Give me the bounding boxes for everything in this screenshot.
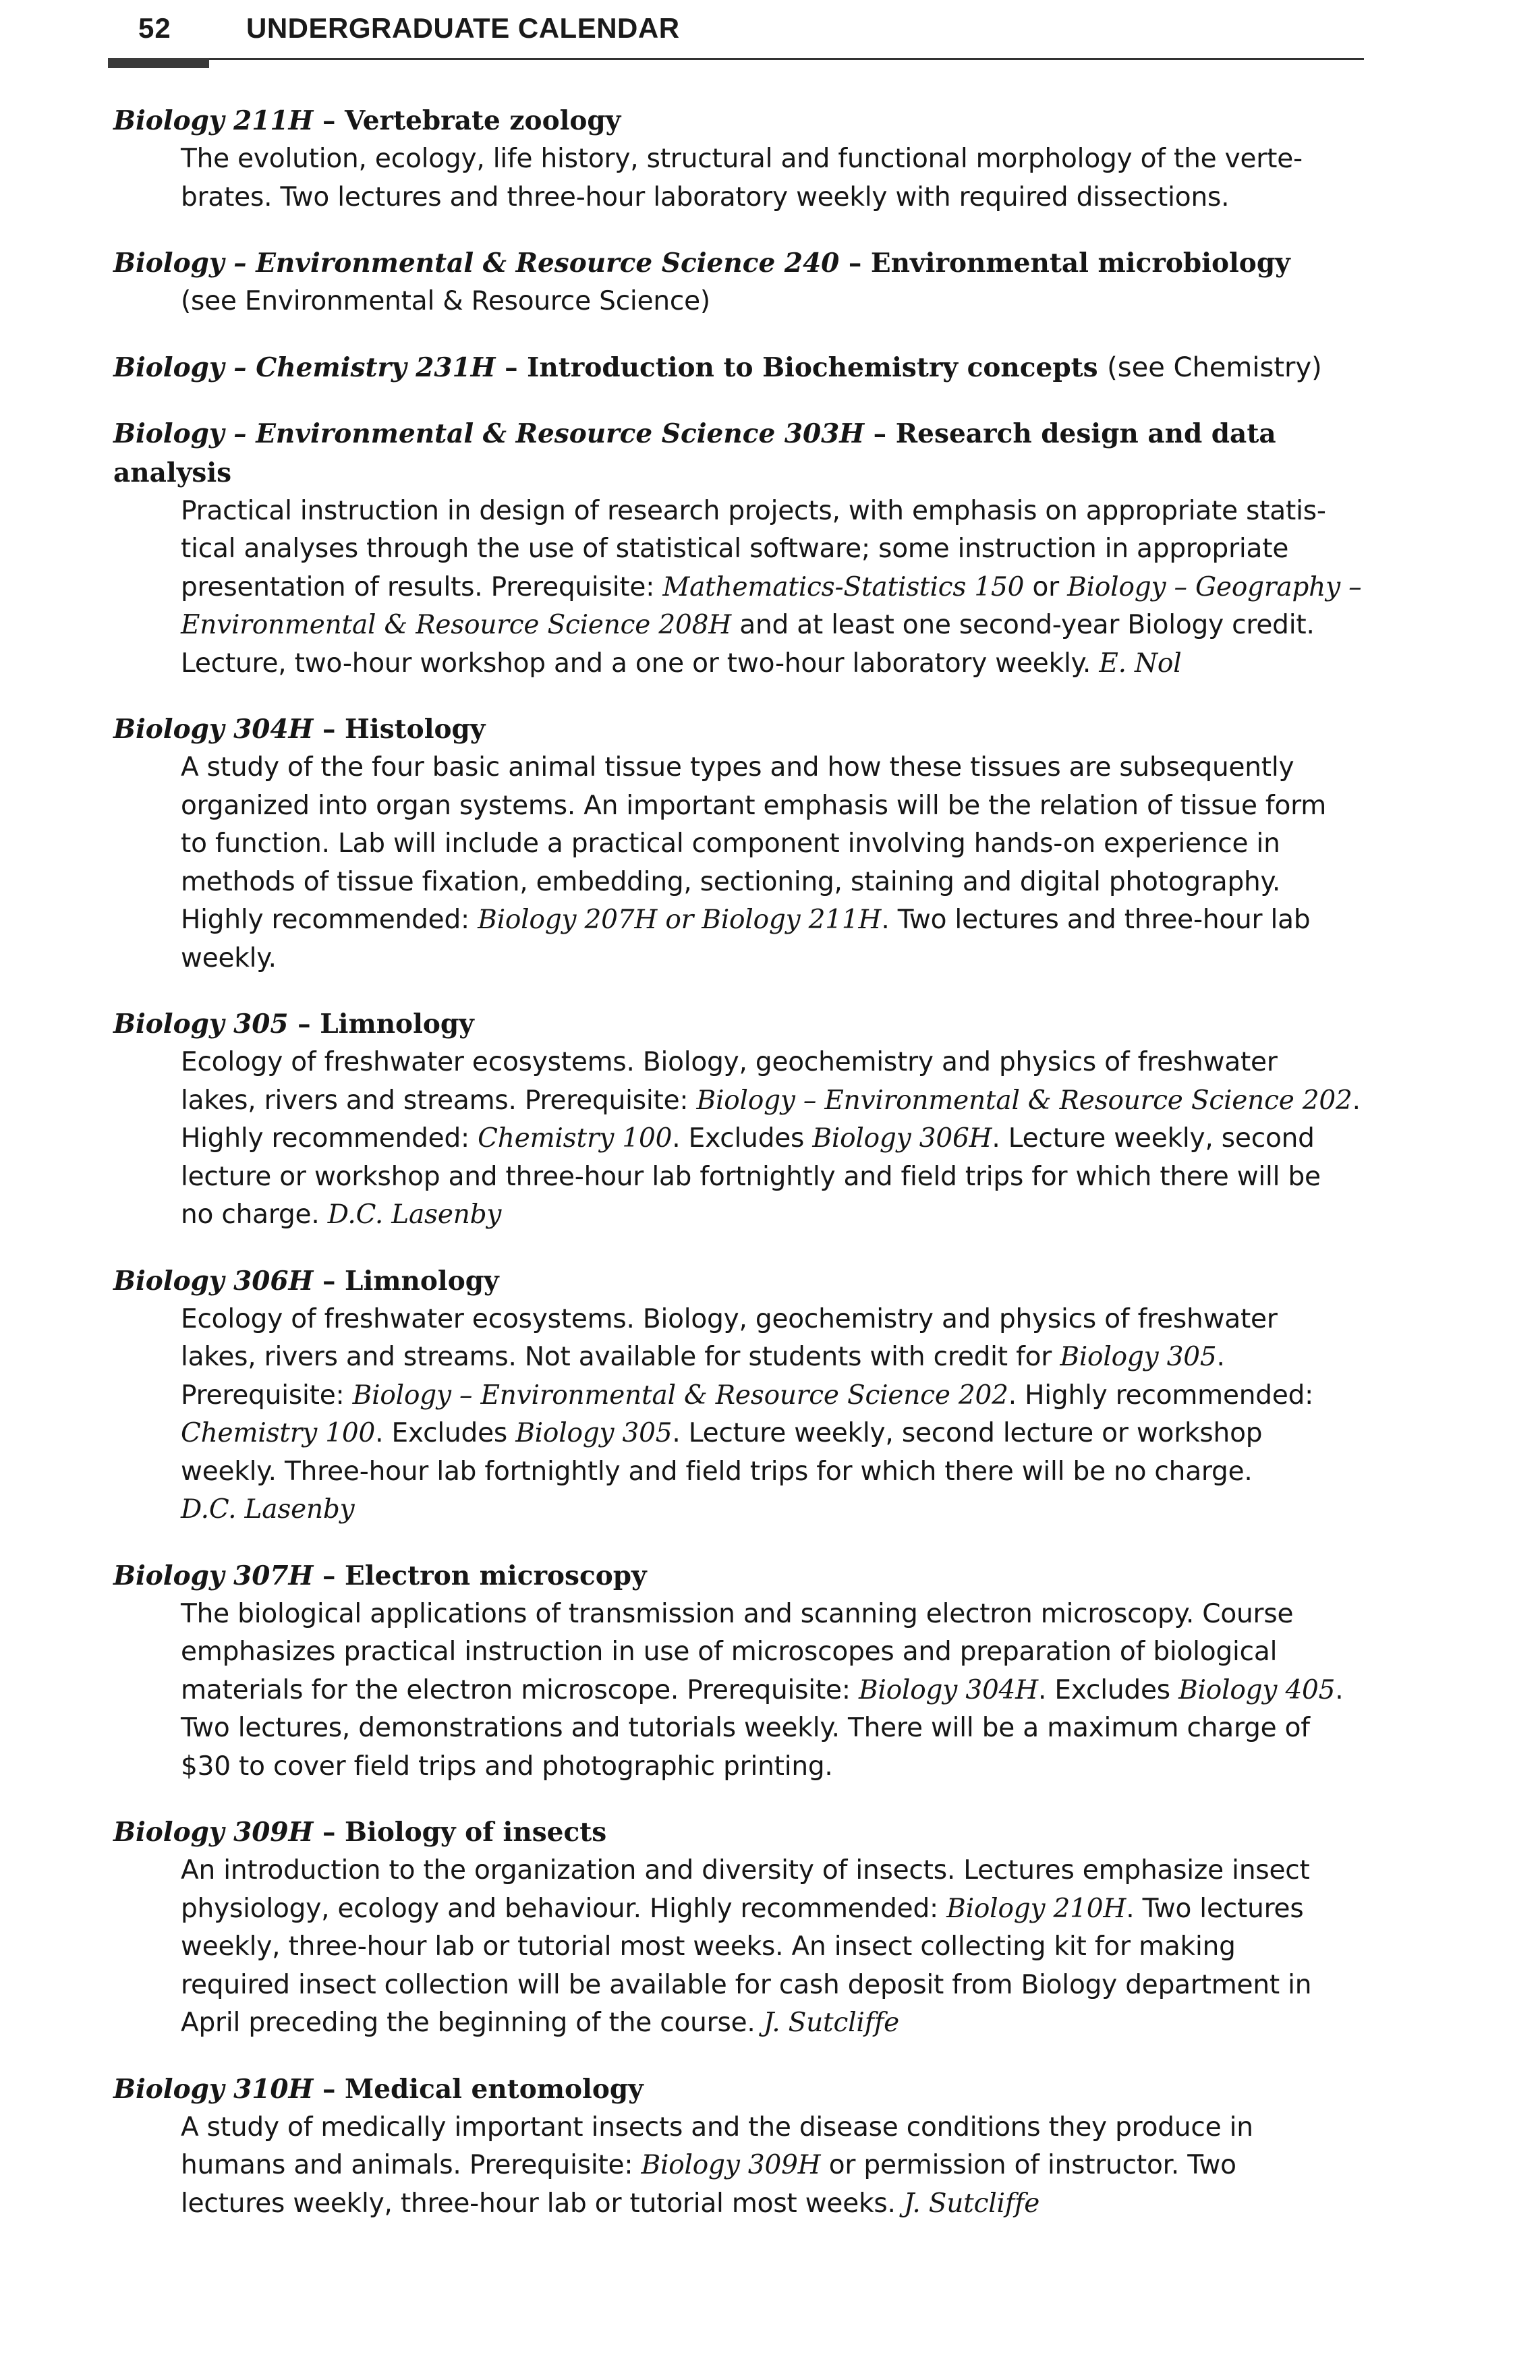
text-run: . Lecture weekly, second lecture or workshop — [672, 1418, 1263, 1448]
italic-reference: Biology 207H or Biology 211H — [478, 905, 882, 935]
course-heading: Biology 309H – Biology of insects — [113, 1817, 607, 1848]
description-line — [181, 606, 1361, 645]
text-run: A study of medically important insects and the disease conditions they produce in — [181, 2112, 1253, 2143]
course-list — [113, 101, 1361, 2250]
description-line — [181, 1928, 1361, 1966]
description-line — [181, 2147, 1361, 2185]
course-code: Biology 305 — [113, 1009, 289, 1040]
course-entry — [113, 710, 1361, 978]
description-line — [181, 1120, 1361, 1158]
description-line — [181, 749, 1361, 787]
cross-reference: (see Chemistry) — [1107, 351, 1322, 383]
text-run: weekly. — [181, 942, 277, 973]
italic-reference: Environmental & Resource Science 208H — [181, 610, 732, 640]
text-run: lakes, rivers and streams. Prerequisite: — [181, 1085, 697, 1116]
text-run: weekly, three-hour lab or tutorial most weeks. An insect collecting kit for making — [181, 1931, 1236, 1962]
course-title: Limnology — [345, 1265, 499, 1297]
course-title: Research design and data analysis — [113, 418, 1276, 488]
italic-reference: E. Nol — [1099, 648, 1182, 679]
page-number: 52 — [138, 12, 171, 44]
description-line — [181, 2185, 1361, 2223]
italic-reference: Biology 210H — [946, 1893, 1127, 1924]
text-run: . Highly recommended: — [1008, 1380, 1314, 1411]
text-run: or — [1024, 571, 1068, 602]
italic-reference: D.C. Lasenby — [327, 1199, 502, 1230]
text-run: Ecology of freshwater ecosystems. Biology, geochemistry and physics of freshwater — [181, 1303, 1278, 1334]
course-entry — [113, 1262, 1361, 1529]
text-run: lectures weekly, three-hour lab or tutorial most weeks. — [181, 2188, 904, 2219]
header-rule-accent — [108, 58, 209, 68]
text-run: . Excludes — [672, 1123, 813, 1154]
course-heading: Biology 211H – Vertebrate zoology — [113, 105, 621, 136]
course-code: Biology 304H — [113, 714, 314, 745]
italic-reference: Mathematics-Statistics 150 — [662, 571, 1025, 602]
description-line — [181, 569, 1361, 607]
course-description — [113, 1044, 1361, 1235]
header-rule — [108, 58, 1364, 60]
description-line — [181, 1672, 1361, 1710]
course-code: Biology – Chemistry 231H — [113, 351, 496, 383]
description-line — [181, 1196, 1361, 1235]
text-run: methods of tissue fixation, embedding, sectioning, staining and digital photography. — [181, 866, 1281, 897]
text-run: Ecology of freshwater ecosystems. Biology, geochemistry and physics of freshwater — [181, 1047, 1278, 1077]
italic-reference: Chemistry 100 — [181, 1418, 376, 1448]
text-run: humans and animals. Prerequisite: — [181, 2150, 641, 2180]
text-run: Lecture, two-hour workshop and a one or two-hour laboratory weekly. — [181, 648, 1100, 679]
course-entry — [113, 101, 1361, 217]
course-entry — [113, 348, 1361, 387]
text-run: . — [1352, 1085, 1361, 1116]
italic-reference: Biology 304H — [858, 1674, 1038, 1705]
course-entry — [113, 244, 1361, 321]
text-run: A study of the four basic animal tissue types and how these tissues are subsequently — [181, 752, 1294, 783]
text-run: Prerequisite: — [181, 1380, 353, 1411]
course-description — [113, 749, 1361, 978]
text-run: to function. Lab will include a practical component involving hands-on experience in — [181, 828, 1280, 859]
course-description — [113, 1852, 1361, 2043]
description-line — [181, 2004, 1361, 2043]
course-heading: Biology 306H – Limnology — [113, 1265, 499, 1297]
course-description — [113, 283, 1361, 321]
description-line — [181, 940, 1361, 978]
text-run: . — [1216, 1342, 1225, 1372]
italic-reference: Biology 306H — [812, 1123, 992, 1154]
text-run: and at least one second-year Biology credit. — [731, 610, 1315, 640]
course-description — [113, 140, 1361, 217]
course-entry — [113, 1556, 1361, 1786]
text-run: physiology, ecology and behaviour. Highly recommended: — [181, 1893, 947, 1924]
text-run: . Excludes — [375, 1418, 516, 1448]
description-line — [181, 1491, 1361, 1529]
description-line — [181, 1044, 1361, 1082]
italic-reference: J. Sutcliffe — [763, 2008, 900, 2038]
description-line — [181, 1377, 1361, 1415]
course-title: Electron microscopy — [345, 1560, 647, 1591]
course-heading: Biology – Environmental & Resource Science 303H – Research design and data analysis — [113, 418, 1276, 488]
text-run: lecture or workshop and three-hour lab fortnightly and field trips for which there will be — [181, 1161, 1321, 1192]
description-line — [181, 492, 1361, 531]
text-run: brates. Two lectures and three-hour laboratory weekly with required dissections. — [181, 181, 1230, 213]
course-title: Introduction to Biochemistry concepts — [527, 351, 1098, 383]
text-run: materials for the electron microscope. Prerequisite: — [181, 1674, 859, 1705]
description-line — [181, 1852, 1361, 1890]
description-line — [181, 530, 1361, 569]
course-entry — [113, 2070, 1361, 2223]
description-line — [181, 787, 1361, 826]
running-title: UNDERGRADUATE CALENDAR — [246, 12, 680, 44]
description-line — [181, 1890, 1361, 1929]
text-run: or permission of instructor. Two — [820, 2150, 1236, 2180]
course-code: Biology 309H — [113, 1817, 314, 1848]
text-run: emphasizes practical instruction in use of microscopes and preparation of biological — [181, 1637, 1278, 1667]
course-title: Vertebrate zoology — [345, 105, 621, 136]
text-run: . Excludes — [1037, 1674, 1179, 1705]
course-entry — [113, 1813, 1361, 2043]
text-run: The biological applications of transmission and scanning electron microscopy. Course — [181, 1598, 1294, 1629]
course-code: Biology – Environmental & Resource Science 303H — [113, 418, 865, 449]
description-line — [181, 1301, 1361, 1339]
italic-reference: Biology 309H — [641, 2150, 821, 2180]
italic-reference: Biology – Geography – — [1067, 571, 1362, 602]
course-description — [113, 1595, 1361, 1786]
italic-reference: Chemistry 100 — [478, 1123, 673, 1154]
description-line — [181, 1338, 1361, 1377]
description-line — [181, 901, 1361, 940]
description-line — [181, 1595, 1361, 1634]
course-heading: Biology – Chemistry 231H – Introduction to Biochemistry concepts (see Chemistry) — [113, 351, 1322, 383]
course-heading: Biology – Environmental & Resource Science 240 – Environmental microbiology — [113, 248, 1290, 279]
text-run: presentation of results. Prerequisite: — [181, 571, 663, 602]
text-run: Highly recommended: — [181, 1123, 478, 1154]
course-description — [113, 1301, 1361, 1529]
text-run: tical analyses through the use of statistical software; some instruction in appropriate — [181, 534, 1289, 564]
italic-reference: J. Sutcliffe — [903, 2188, 1040, 2219]
description-line — [181, 140, 1361, 179]
description-line — [181, 825, 1361, 863]
page-header — [138, 12, 1363, 53]
course-heading: Biology 307H – Electron microscopy — [113, 1560, 647, 1591]
course-title: Limnology — [320, 1009, 474, 1040]
text-run: organized into organ systems. An important emphasis will be the relation of tissue form — [181, 790, 1327, 821]
text-run: Practical instruction in design of research projects, with emphasis on appropriate statis- — [181, 495, 1326, 526]
description-line — [181, 1748, 1361, 1786]
course-title: Medical entomology — [345, 2073, 644, 2105]
description-line — [181, 179, 1361, 217]
course-code: Biology – Environmental & Resource Science 240 — [113, 248, 840, 279]
description-line — [181, 1158, 1361, 1197]
text-run: Two lectures, demonstrations and tutorials weekly. There will be a maximum charge of — [181, 1713, 1310, 1743]
text-run: The evolution, ecology, life history, structural and functional morphology of the verte- — [181, 144, 1303, 174]
text-run: April preceding the beginning of the course. — [181, 2008, 764, 2038]
text-run: no charge. — [181, 1199, 328, 1230]
description-line — [181, 863, 1361, 902]
text-run: $30 to cover field trips and photographic printing. — [181, 1751, 833, 1782]
description-line — [181, 1453, 1361, 1492]
course-title: Biology of insects — [345, 1817, 607, 1848]
text-run: . Lecture weekly, second — [992, 1123, 1315, 1154]
text-run: Highly recommended: — [181, 905, 478, 935]
text-run: . Two lectures and three-hour lab — [881, 905, 1311, 935]
text-run: . — [1335, 1674, 1344, 1705]
course-title: Histology — [345, 714, 486, 745]
italic-reference: Biology 405 — [1178, 1674, 1336, 1705]
course-entry — [113, 414, 1361, 683]
course-description — [113, 2109, 1361, 2223]
course-heading: Biology 304H – Histology — [113, 714, 486, 745]
course-title: Environmental microbiology — [870, 248, 1290, 279]
description-line — [181, 2109, 1361, 2147]
description-line — [181, 1709, 1361, 1748]
italic-reference: Biology – Environmental & Resource Science 202 — [352, 1380, 1008, 1411]
course-heading: Biology 305 – Limnology — [113, 1009, 474, 1040]
description-line — [181, 1415, 1361, 1453]
italic-reference: Biology 305 — [515, 1418, 673, 1448]
text-run: required insect collection will be available for cash deposit from Biology department in — [181, 1969, 1312, 2000]
text-run: lakes, rivers and streams. Not available for students with credit for — [181, 1342, 1060, 1372]
italic-reference: Biology – Environmental & Resource Science 202 — [696, 1085, 1352, 1116]
text-run: . Two lectures — [1126, 1893, 1304, 1924]
text-run: (see Environmental & Resource Science) — [181, 286, 710, 316]
description-line — [181, 1633, 1361, 1672]
text-run: weekly. Three-hour lab fortnightly and field trips for which there will be no charge. — [181, 1456, 1253, 1487]
course-code: Biology 211H — [113, 105, 314, 136]
italic-reference: Biology 305 — [1060, 1342, 1217, 1372]
description-line — [181, 283, 1361, 321]
course-description — [113, 492, 1361, 683]
description-line — [181, 645, 1361, 683]
italic-reference: D.C. Lasenby — [181, 1494, 355, 1525]
course-code: Biology 307H — [113, 1560, 314, 1591]
course-heading: Biology 310H – Medical entomology — [113, 2073, 644, 2105]
text-run: An introduction to the organization and diversity of insects. Lectures emphasize insect — [181, 1855, 1310, 1886]
description-line — [181, 1082, 1361, 1121]
course-code: Biology 310H — [113, 2073, 314, 2105]
course-code: Biology 306H — [113, 1265, 314, 1297]
course-entry — [113, 1004, 1361, 1235]
description-line — [181, 1966, 1361, 2005]
